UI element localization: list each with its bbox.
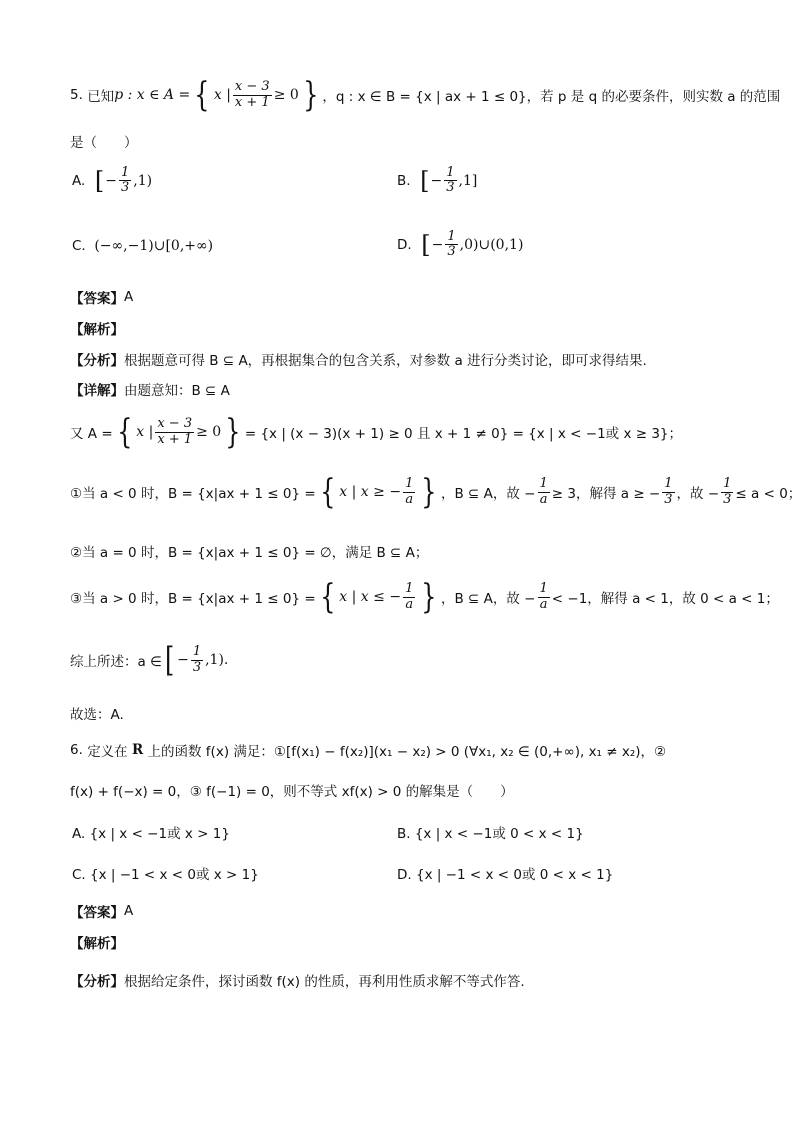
q5-answer: 【答案】 A [70, 289, 134, 307]
q6-fenxi: 【分析】 根据给定条件，探讨函数 f(x) 的性质，再利用性质求解不等式作答. [70, 974, 525, 990]
q5-q-def: ，q : x ∈ B = {x | ax + 1 ≤ 0} [322, 89, 527, 105]
q5-number: 5. [70, 87, 83, 103]
q5-option-a: A. [ − $\frac{1}{3}$ ,1) [72, 165, 153, 196]
q6-option-d: D. {x | −1 < x < 0或 0 < x < 1} [397, 867, 614, 883]
q6-option-c: C. {x | −1 < x < 0或 x > 1} [72, 867, 259, 883]
q6-stem-line1: 6. 定义在 R 上的函数 f(x) 满足：①[f(x₁) − f(x₂)](x₁ − x₂) > 0 (∀x₁, x₂ ∈ (0,+∞), x₁ ≠ x₂)，② [70, 742, 667, 760]
q5-jiexi: 【解析】 [70, 322, 124, 338]
q5-summary: 综上所述：a ∈ [ − $\frac{1}{3}$ ,1). [70, 640, 229, 680]
q5-set-a-tail: ≥ 0 [273, 87, 299, 103]
q5-option-d: D. [ − $\frac{1}{3}$ ,0)∪(0,1) [397, 229, 524, 260]
q5-stem-a: 已知 [87, 89, 115, 105]
q5-xiangjie: 【详解】 由题意知：B ⊆ A [70, 383, 230, 399]
q5-option-c: C. (−∞,−1)∪[0,+∞) [72, 238, 214, 254]
q5-case1: ①当 a < 0 时，B = {x|ax + 1 ≤ 0} = { x | x ≥ − $\frac{1}{a}$ } ，B ⊆ A，故 − $\frac{1}{a}$ ≥ 3，解得 a ≥ − $\frac{1}{3}$ ，故 − $\frac{1}{3}$ ≤ a < 0； [70, 472, 801, 512]
q6-stem-line2: f(x) + f(−x) = 0，③ f(−1) = 0，则不等式 xf(x) > 0 的解集是（ ） [70, 784, 514, 800]
q5-fenxi: 【分析】 根据题意可得 B ⊆ A，再根据集合的包含关系，对参数 a 进行分类讨论，即可求得结果. [70, 353, 647, 369]
q5-stem-line2: 是（ ） [70, 135, 138, 151]
q6-jiexi: 【解析】 [70, 936, 124, 952]
q5-you-line: 又 A = { x | $\frac{x - 3}{x + 1}$ ≥ 0 } = {x | (x − 3)(x + 1) ≥ 0 且 x + 1 ≠ 0} = {x | x < −1或 x ≥ 3}； [70, 412, 683, 452]
q5-case3: ③当 a > 0 时，B = {x|ax + 1 ≤ 0} = { x | x ≤ − $\frac{1}{a}$ } ，B ⊆ A，故 − $\frac{1}{a}$ < −1，解得 a < 1，故 0 < a < 1； [70, 577, 779, 617]
q5-case2: ②当 a = 0 时，B = {x|ax + 1 ≤ 0} = ∅，满足 B ⊆ A； [70, 545, 429, 561]
q5-stem-b: ，若 p 是 q 的必要条件，则实数 a 的范围 [526, 89, 781, 105]
q5-guxuan: 故选：A. [70, 707, 124, 723]
q5-set-a-frac: $\frac{x - 3}{x + 1}$ [234, 79, 270, 110]
q6-answer: 【答案】 A [70, 903, 134, 921]
q5-p-def: p : x ∈ A = [114, 87, 191, 103]
q5-set-a-x: x | [213, 87, 231, 103]
q6-option-b: B. {x | x < −1或 0 < x < 1} [397, 826, 584, 842]
q6-option-a: A. {x | x < −1或 x > 1} [72, 826, 230, 842]
q5-option-b: B. [ − $\frac{1}{3}$ ,1] [397, 165, 478, 196]
q5-stem-line1: 5. 已知 p : x ∈ A = { x | $\frac{x - 3}{x + 1}$ ≥ 0 } ，q : x ∈ B = {x | ax + 1 ≤ 0} ，若 p 是 q 的必要条件，则实数 a 的范围 [70, 75, 781, 115]
